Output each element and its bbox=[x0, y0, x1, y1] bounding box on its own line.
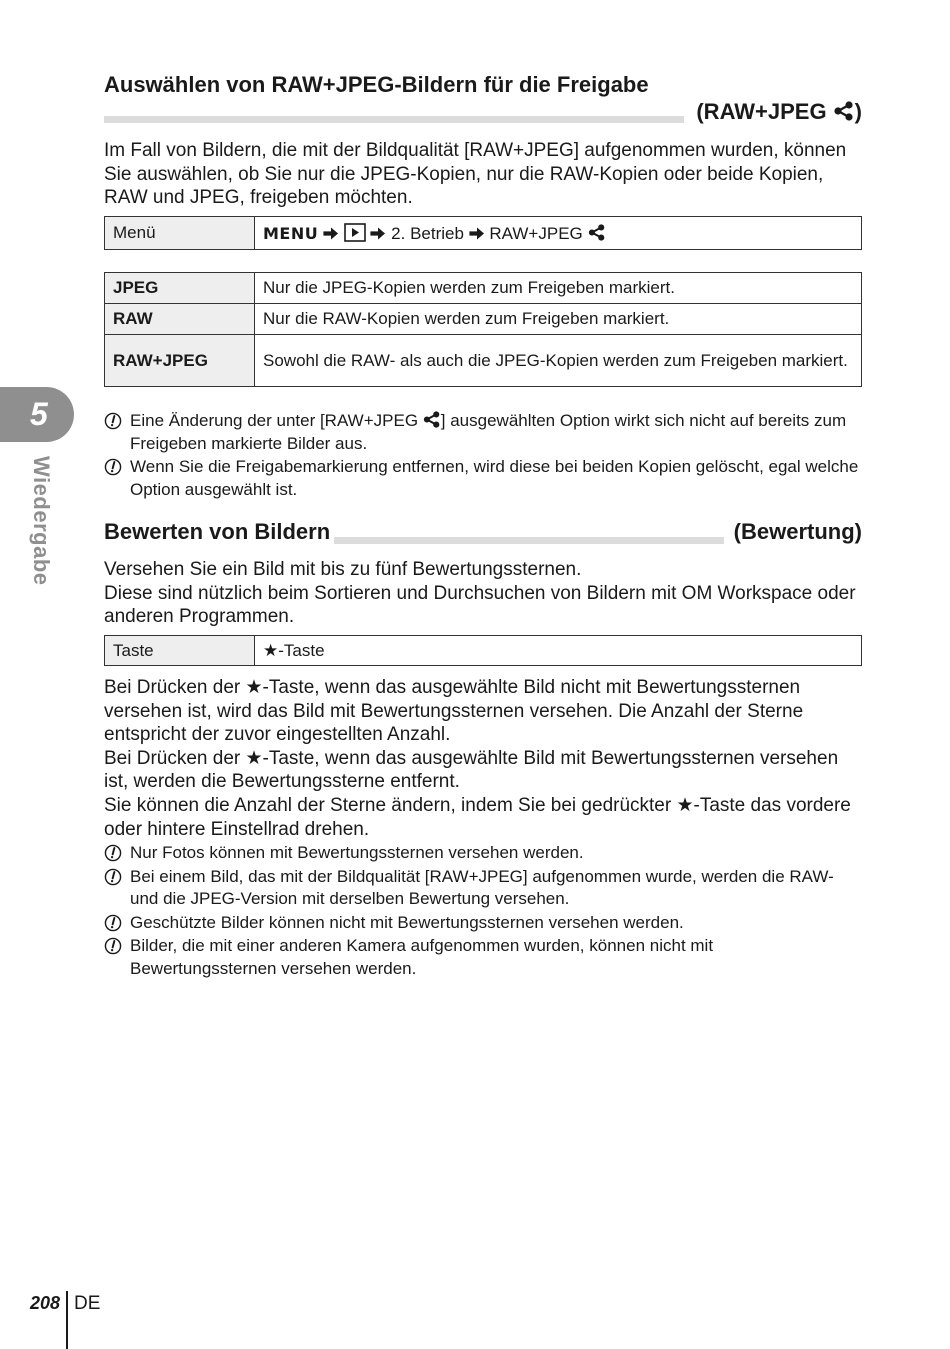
footer-divider bbox=[66, 1291, 68, 1349]
chapter-label: Wiedergabe bbox=[29, 456, 54, 586]
menu-label: Menü bbox=[105, 217, 255, 250]
page-number: 208 bbox=[30, 1293, 61, 1313]
note-item: Eine Änderung der unter [RAW+JPEG ] ausgewählten Option wirkt sich nicht auf bereits zum Freigeben markierte Bilder aus. bbox=[104, 410, 864, 455]
rating-intro: Versehen Sie ein Bild mit bis zu fünf Bewertungssternen. Diese sind nützlich beim Sortieren und Durchsuchen von Bildern mit OM Workspace oder anderen Programmen. bbox=[104, 559, 856, 628]
button-table bbox=[104, 635, 862, 666]
option-name: RAW bbox=[105, 304, 255, 335]
caution-icon bbox=[104, 914, 122, 932]
playback-icon bbox=[344, 223, 366, 242]
table-row bbox=[105, 304, 862, 335]
caution-icon bbox=[104, 937, 122, 955]
button-label: Taste bbox=[105, 636, 255, 666]
notes-section2 bbox=[104, 842, 864, 981]
option-description: Nur die RAW-Kopien werden zum Freigeben markiert. bbox=[255, 304, 862, 335]
menu-step: 2. Betrieb bbox=[391, 223, 464, 243]
options-table bbox=[104, 272, 862, 387]
option-description: Nur die JPEG-Kopien werden zum Freigeben markiert. bbox=[255, 273, 862, 304]
rating-body: Bei Drücken der ★-Taste, wenn das ausgewählte Bild nicht mit Bewertungssternen versehen ist, wird das Bild mit Bewertungssternen versehen. Die Anzahl der Sterne entspricht der zuvor eingestellten Anzahl. Bei Drücken der ★-Taste, wenn das ausgewählte Bild mit Bewertungssternen versehen ist, werden die Bewertungssterne entfernt. Sie können die Anzahl der Sterne ändern, indem Sie bei gedrückter ★-Taste das vordere oder hintere Einstellrad drehen. bbox=[104, 677, 851, 840]
button-value: ★-Taste bbox=[255, 636, 862, 666]
menu-path-table bbox=[104, 216, 862, 250]
arrow-right-icon bbox=[370, 227, 386, 240]
note-item: Nur Fotos können mit Bewertungssternen versehen werden. bbox=[104, 842, 864, 865]
share-icon bbox=[833, 101, 855, 121]
table-row bbox=[105, 335, 862, 387]
note-item: Wenn Sie die Freigabemarkierung entfernen, wird diese bei beiden Kopien gelöscht, egal welche Option ausgewählt ist. bbox=[104, 456, 864, 501]
option-description: Sowohl die RAW- als auch die JPEG-Kopien werden zum Freigeben markiert. bbox=[255, 335, 862, 387]
section-subtitle-raw-jpeg: (RAW+JPEG ) bbox=[696, 99, 862, 124]
share-icon bbox=[423, 411, 441, 428]
arrow-right-icon bbox=[469, 227, 485, 240]
note-item: Bei einem Bild, das mit der Bildqualität [RAW+JPEG] aufgenommen wurde, werden die RAW- und die JPEG-Version mit derselben Bewertung versehen. bbox=[104, 866, 864, 911]
heading-bar bbox=[104, 116, 684, 123]
note-item: Bilder, die mit einer anderen Kamera aufgenommen wurden, können nicht mit Bewertungssternen versehen werden. bbox=[104, 935, 864, 980]
section-subtitle-rating: (Bewertung) bbox=[733, 519, 862, 544]
intro-paragraph: Im Fall von Bildern, die mit der Bildqualität [RAW+JPEG] aufgenommen wurden, können Sie auswählen, ob Sie nur die JPEG-Kopien, nur die RAW-Kopien oder beide Kopien, RAW und JPEG, freigeben möchten. bbox=[104, 140, 847, 209]
caution-icon bbox=[104, 868, 122, 886]
menu-target: RAW+JPEG bbox=[489, 223, 583, 243]
section-title-rating: Bewerten von Bildern bbox=[104, 519, 334, 545]
option-name: RAW+JPEG bbox=[105, 335, 255, 387]
caution-icon bbox=[104, 458, 122, 476]
chapter-number: 5 bbox=[30, 396, 48, 432]
notes-section1 bbox=[104, 410, 864, 502]
share-icon bbox=[588, 224, 606, 241]
section-title-raw-jpeg: Auswählen von RAW+JPEG-Bildern für die Freigabe bbox=[104, 72, 649, 97]
arrow-right-icon bbox=[323, 227, 339, 240]
caution-icon bbox=[104, 412, 122, 430]
footer-language: DE bbox=[74, 1293, 101, 1314]
option-name: JPEG bbox=[105, 273, 255, 304]
note-item: Geschützte Bilder können nicht mit Bewertungssternen versehen werden. bbox=[104, 912, 864, 935]
chapter-tab bbox=[0, 387, 74, 442]
table-row bbox=[105, 273, 862, 304]
menu-keyword: MENU bbox=[263, 223, 319, 243]
caution-icon bbox=[104, 844, 122, 862]
menu-path bbox=[255, 217, 862, 250]
